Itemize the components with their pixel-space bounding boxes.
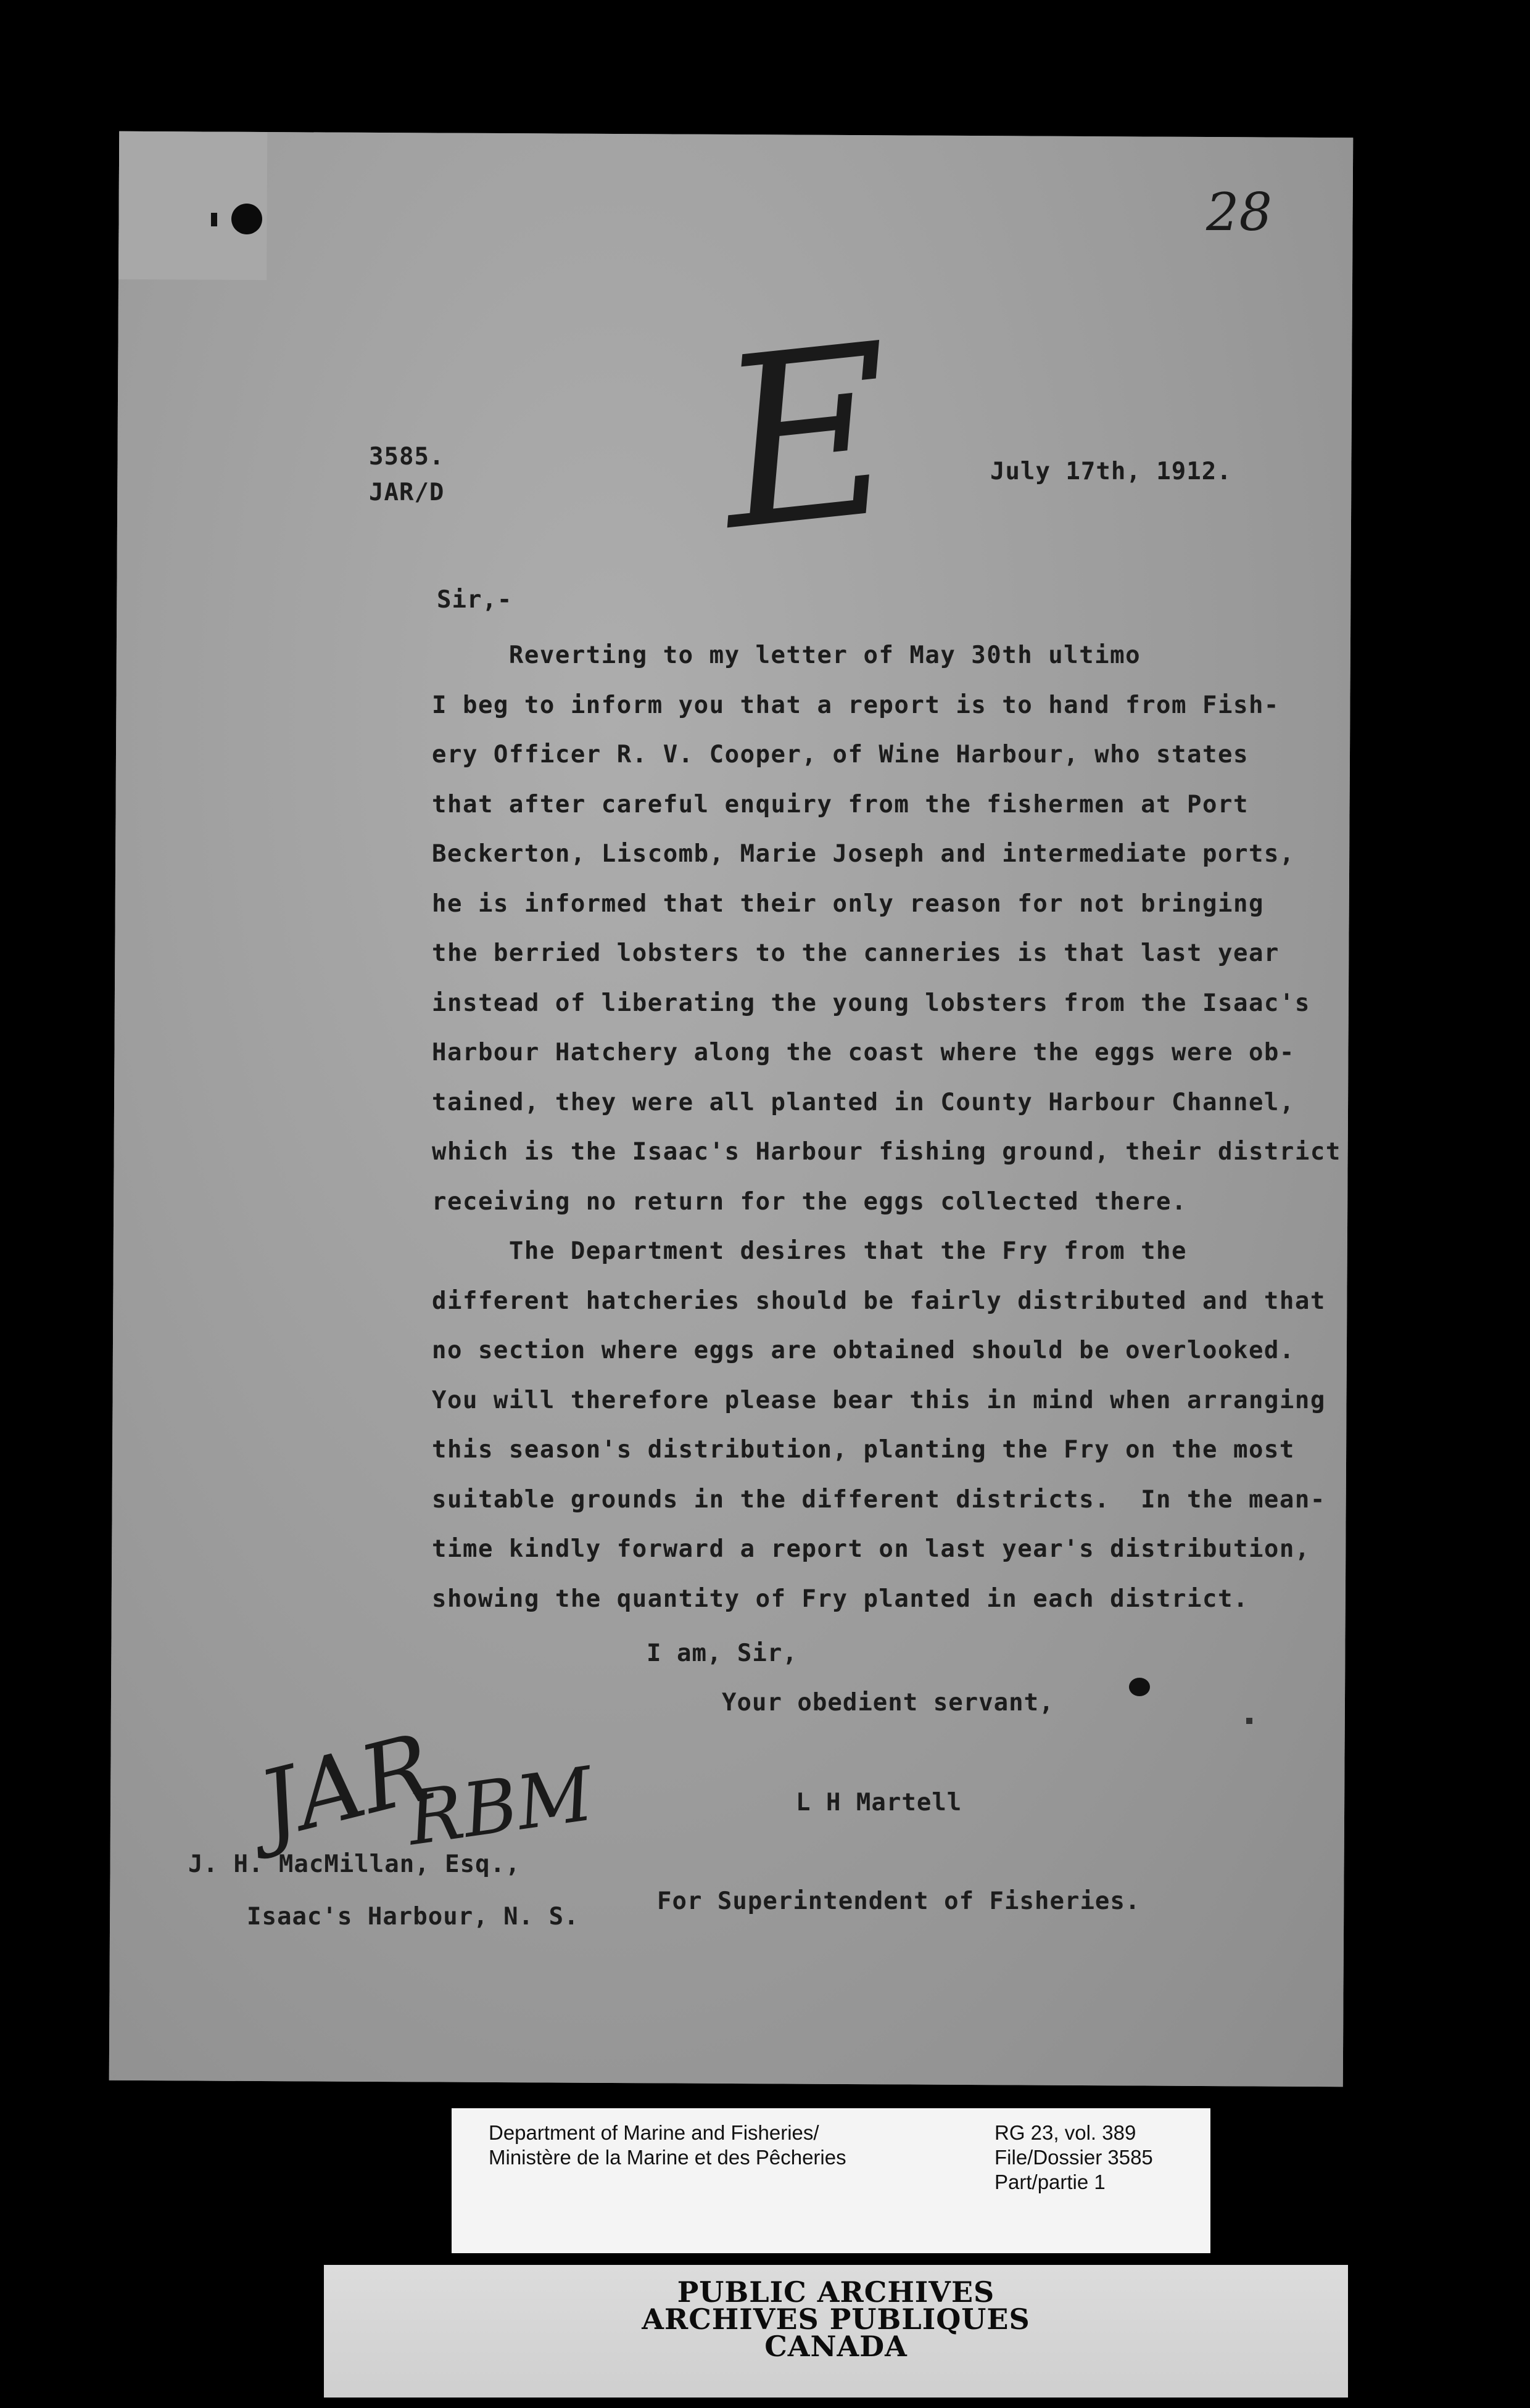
file-part: Part/partie 1 (994, 2171, 1106, 2193)
letter-body-line: Harbour Hatchery along the coast where the eggs were ob- (432, 1039, 1295, 1066)
closing-servant: Your obedient servant, (722, 1689, 1054, 1717)
file-reference-block (994, 2121, 1153, 2195)
archives-stamp (324, 2265, 1348, 2398)
letter-body-line: I beg to inform you that a report is to hand from Fish- (432, 691, 1280, 719)
letter-body-line: tained, they were all planted in County Harbour Channel, (432, 1088, 1295, 1116)
letter-body-line: he is informed that their only reason for not bringing (432, 889, 1264, 918)
letter-body-line: Reverting to my letter of May 30th ultimo (432, 641, 1141, 669)
letter-body-line: Beckerton, Liscomb, Marie Joseph and intermediate ports, (432, 840, 1295, 868)
stamp-line-fr: ARCHIVES PUBLIQUES (642, 2303, 1030, 2336)
letter-body-line: that after careful enquiry from the fishermen at Port (432, 790, 1249, 818)
addressee-name: J. H. MacMillan, Esq., (188, 1850, 521, 1878)
file-number: 3585. (369, 443, 445, 471)
letter-body-line: the berried lobsters to the canneries is that last year (432, 939, 1280, 967)
department-fr: Ministère de la Marine et des Pêcheries (489, 2146, 846, 2169)
ink-speck (1246, 1718, 1252, 1724)
signature-name: L H Martell (796, 1789, 962, 1816)
letter-body-line: instead of liberating the young lobsters from the Isaac's (432, 989, 1310, 1017)
letter-body-line: You will therefore please bear this in mind when arranging (432, 1386, 1326, 1414)
stamp-line-country: CANADA (764, 2330, 908, 2363)
closing-line: I am, Sir, (647, 1639, 798, 1667)
letter-body-line: ery Officer R. V. Cooper, of Wine Harbour, who states (432, 741, 1249, 769)
punch-mark (211, 213, 217, 226)
letter-date: July 17th, 1912. (990, 458, 1232, 485)
letter-body-line: which is the Isaac's Harbour fishing ground, their district (432, 1138, 1341, 1166)
handwritten-initials-rbm: RBM (402, 1751, 598, 1863)
stamp-line-en: PUBLIC ARCHIVES (677, 2275, 995, 2309)
letter-body-line: no section where eggs are obtained should be overlooked. (432, 1337, 1295, 1364)
letter-body-line: time kindly forward a report on last year's distribution, (432, 1535, 1310, 1563)
letter-body-line: The Department desires that the Fry from the (432, 1237, 1188, 1265)
record-group: RG 23, vol. 389 (994, 2121, 1136, 2144)
signature-title: For Superintendent of Fisheries. (657, 1887, 1141, 1915)
department-name (489, 2121, 846, 2170)
addressee-place: Isaac's Harbour, N. S. (247, 1903, 579, 1931)
page-number: 28 (1206, 182, 1272, 242)
letter-body-line: suitable grounds in the different districts. In the mean- (432, 1485, 1326, 1514)
archive-reference-label (452, 2108, 1210, 2253)
letter-body-line: this season's distribution, planting the Fry on the most (432, 1436, 1295, 1464)
ink-blot (1129, 1678, 1150, 1696)
salutation: Sir,- (437, 586, 513, 614)
file-dossier: File/Dossier 3585 (994, 2146, 1153, 2169)
letter-body-line: showing the quantity of Fry planted in each district. (432, 1585, 1249, 1613)
department-en: Department of Marine and Fisheries/ (489, 2121, 819, 2144)
letter-body-line: different hatcheries should be fairly distributed and that (432, 1287, 1326, 1315)
file-reference: JAR/D (369, 479, 445, 506)
letter-body-line: receiving no return for the eggs collected there. (432, 1187, 1188, 1216)
handwritten-initials-jar: JAR (249, 1713, 444, 1860)
punch-hole (231, 204, 262, 234)
margin-mark: E (708, 292, 907, 583)
